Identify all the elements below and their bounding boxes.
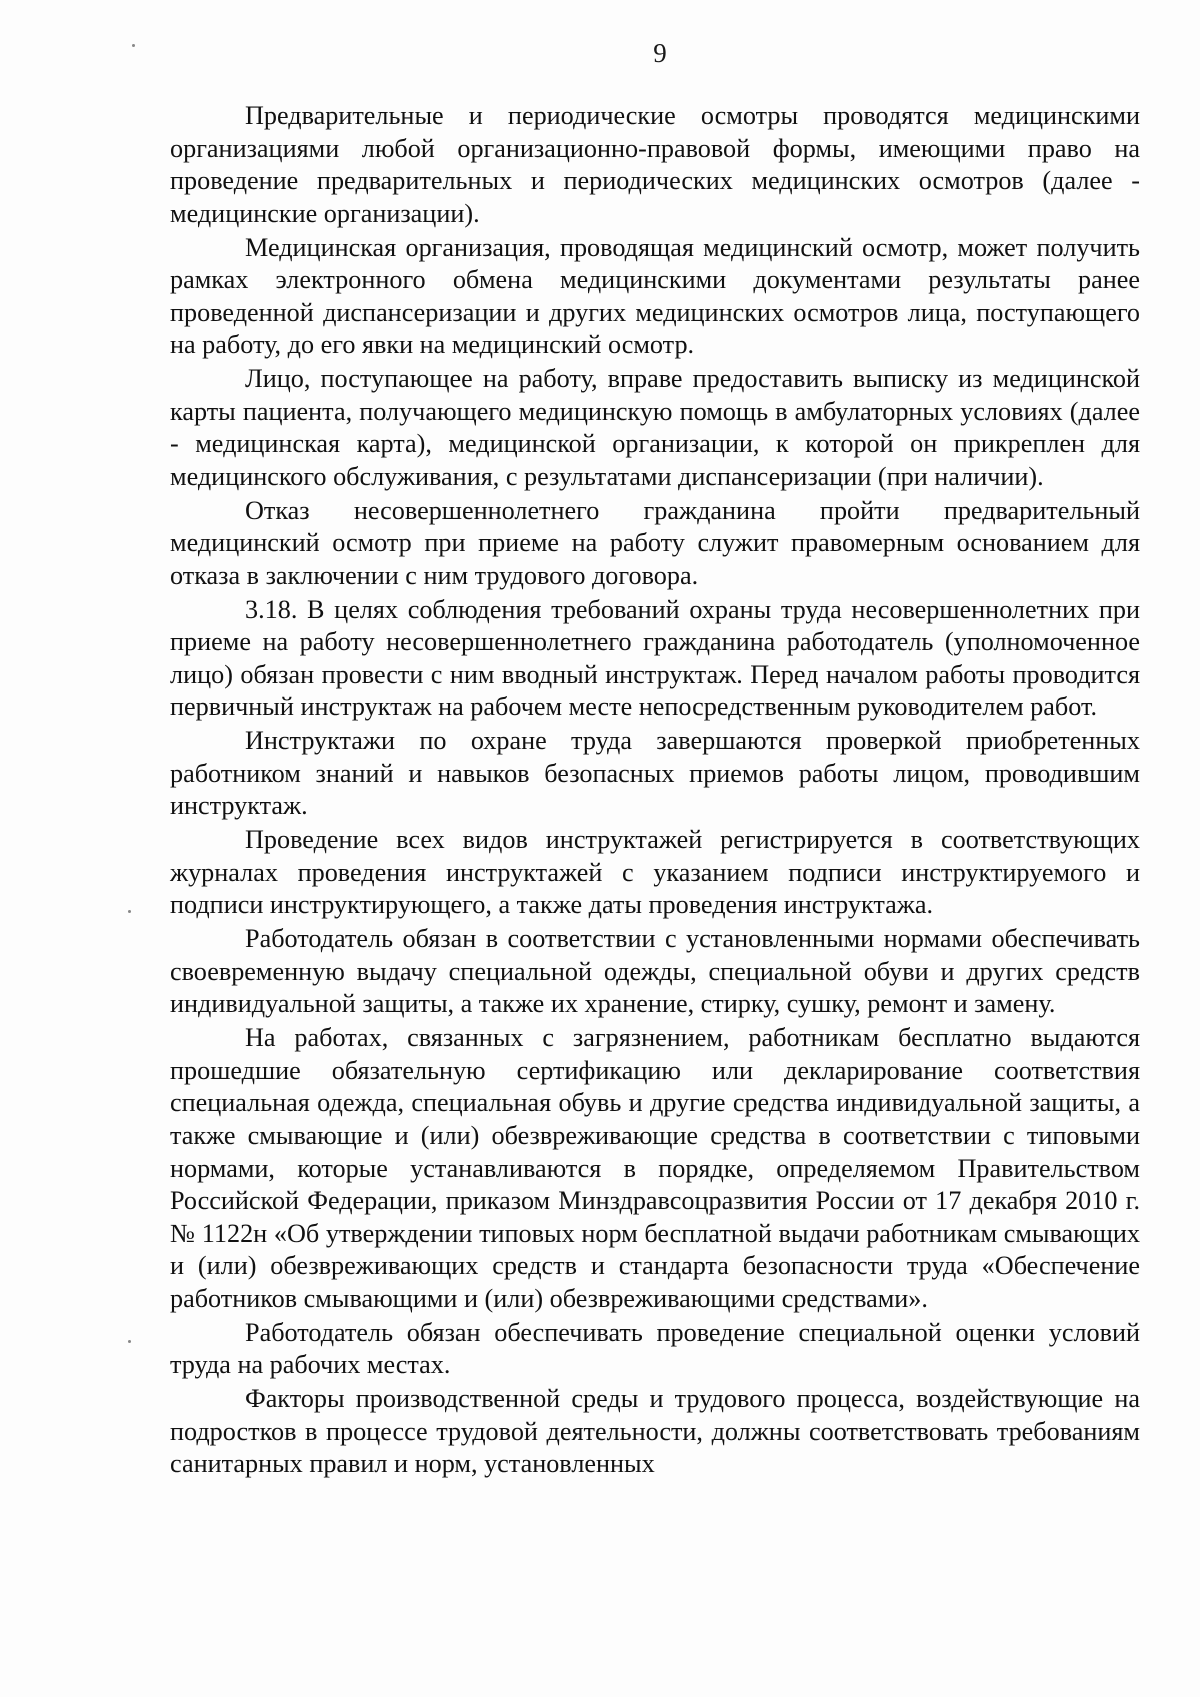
paragraph-protective-equipment: Работодатель обязан в соответствии с установленными нормами обеспечивать своевременную выдачу специальной одежды, специальной обуви и других средств индивидуальной защиты, а также их хранение, стирку, сушку, ремонт и замену. — [170, 924, 1140, 1019]
paragraph-medical-card-extract: Лицо, поступающее на работу, вправе предоставить выписку из медицинской карты пациента, получающего медицинскую помощь в амбулаторных условиях (далее - медицинская карта), медицинской организации, к которой он прикреплен для медицинского обслуживания, с результатами диспансеризации (при наличии). — [170, 364, 1140, 491]
paragraph-briefing-check: Инструктажи по охране труда завершаются проверкой приобретенных работником знаний и навыков безопасных приемов работы лицом, проводившим инструктаж. — [170, 726, 1140, 821]
body-text — [170, 100, 1140, 1482]
paragraph-preliminary-exams: Предварительные и периодические осмотры проводятся медицинскими организациями любой организационно-правовой формы, имеющими право на проведение предварительных и периодических медицинских осмотров (далее - медицинские организации). — [170, 101, 1140, 228]
paragraph-3-18-briefing: 3.18. В целях соблюдения требований охраны труда несовершеннолетних при приеме на работу несовершеннолетнего гражданина работодатель (уполномоченное лицо) обязан провести с ним вводный инструктаж. Перед началом работы проводится первичный инструктаж на рабочем месте непосредственным руководителем работ. — [170, 594, 1140, 722]
paragraph-briefing-registration: Проведение всех видов инструктажей регистрируется в соответствующих журналах проведения инструктажей с указанием подписи инструктируемого и подписи инструктирующего, а также даты проведения инструктажа. — [170, 825, 1140, 920]
paragraph-refusal: Отказ несовершеннолетнего гражданина пройти предварительный медицинский осмотр при приеме на работу служит правомерным основанием для отказа в заключении с ним трудового договора. — [170, 495, 1140, 590]
paragraph-production-factors: Факторы производственной среды и трудового процесса, воздействующие на подростков в процессе трудовой деятельности, должны соответствовать требованиям санитарных правил и норм, установленных — [170, 1384, 1140, 1479]
paragraph-medical-organization: Медицинская организация, проводящая медицинский осмотр, может получить рамках электронного обмена медицинскими документами результаты ранее проведенной диспансеризации и других медицинских осмотров лица, поступающего на работу, до его явки на медицинский осмотр. — [170, 232, 1140, 360]
paragraph-special-assessment: Работодатель обязан обеспечивать проведение специальной оценки условий труда на рабочих местах. — [170, 1317, 1140, 1380]
paragraph-contamination-work: На работах, связанных с загрязнением, работникам бесплатно выдаются прошедшие обязательную сертификацию или декларирование соответствия специальная одежда, специальная обувь и другие средства индивидуальной защиты, а также смывающие и (или) обезвреживающие средства в соответствии с типовыми нормами, которые устанавливаются в порядке, определяемом Правительством Российской Федерации, приказом Минздравсоцразвития России от 17 декабря 2010 г. № 1122н «Об утверждении типовых норм бесплатной выдачи работникам смывающих и (или) обезвреживающих средств и стандарта безопасности труда «Обеспечение работников смывающими и (или) обезвреживающими средствами». — [170, 1023, 1140, 1313]
scan-speck — [128, 910, 131, 913]
scan-speck — [128, 1340, 131, 1343]
scan-speck — [132, 44, 135, 47]
page-number: 9 — [653, 38, 667, 68]
